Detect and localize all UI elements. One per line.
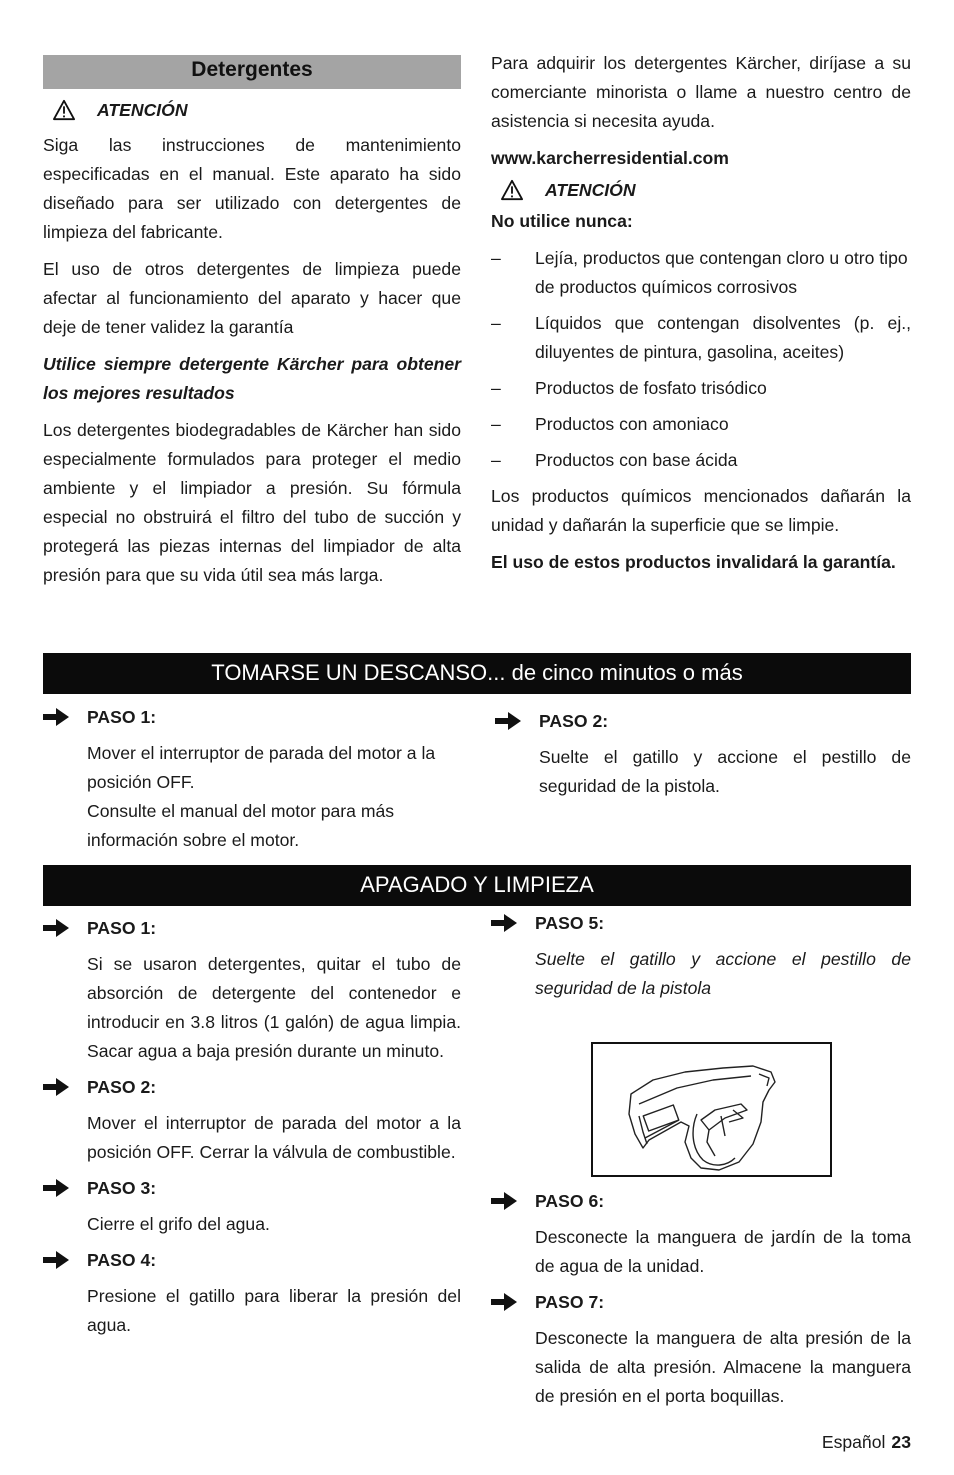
step-heading: PASO 3: [43,1174,461,1203]
step-heading: PASO 1: [43,914,461,943]
footer-language: Español [821,1432,886,1452]
spray-gun-figure [591,1042,832,1177]
attention-label: ATENCIÓN [97,99,188,120]
detergentes-column [43,95,461,598]
arrow-right-icon [43,1179,69,1197]
warning-triangle-icon [53,99,75,121]
attention-label: ATENCIÓN [545,179,636,200]
never-use-heading: No utilice nunca: [491,211,633,231]
step-text: Consulte el manual del motor para más información sobre el motor. [87,801,395,850]
list-item: – Productos de fosfato trisódico [491,378,767,398]
page-number: 23 [891,1432,911,1452]
attention-notice-2 [491,175,911,205]
section-title-apagado: APAGADO Y LIMPIEZA [43,865,911,906]
page-footer [822,1428,911,1457]
step-text: Desconecte la manguera de jardín de la toma de agua de la unidad. [535,1227,911,1276]
purchase-paragraph: Para adquirir los detergentes Kärcher, diríjase a su comerciante minorista o llame a nuestro centro de asistencia si necesita ayuda. [491,53,911,131]
step-text: Cierre el grifo del agua. [87,1214,270,1234]
step-text: Mover el interruptor de parada del motor a la posición OFF. Cerrar la válvula de combustible. [87,1113,461,1162]
descanso-left [43,703,461,862]
step-heading: PASO 2: [43,1073,461,1102]
arrow-right-icon [43,1078,69,1096]
maintenance-paragraph: Siga las instrucciones de mantenimiento especificadas en el manual. Este aparato ha sido diseñado para ser utilizado con detergentes de limpieza del fabricante. [43,135,461,242]
apagado-left [43,914,461,1347]
descanso-right [495,707,911,808]
step-text: Presione el gatillo para liberar la presión del agua. [87,1286,461,1335]
step-heading: PASO 7: [491,1288,911,1317]
section-title-descanso: TOMARSE UN DESCANSO... de cinco minutos o más [43,653,911,694]
step-heading: PASO 1: [43,703,461,732]
arrow-right-icon [43,919,69,937]
section-title-detergentes: Detergentes [43,55,461,89]
step-text: Suelte el gatillo y accione el pestillo de seguridad de la pistola. [539,747,911,796]
step-text: Suelte el gatillo y accione el pestillo de seguridad de la pistola [535,949,911,998]
step-heading: PASO 2: [495,707,911,736]
right-column [491,49,911,585]
arrow-right-icon [43,1251,69,1269]
other-detergents-paragraph: El uso de otros detergentes de limpieza puede afectar al funcionamiento del aparato y hacer que deje de tener validez la garantía [43,259,461,337]
warning-triangle-icon [501,179,523,201]
step-text: Si se usaron detergentes, quitar el tubo de absorción de detergente del contenedor e introducir en 3.8 litros (1 galón) de agua limpia. Sacar agua a baja presión durante un minuto. [87,954,461,1061]
step-heading: PASO 5: [491,909,911,938]
apagado-right-top [491,909,911,1010]
list-item: – Lejía, productos que contengan cloro u otro tipo de productos químicos corrosivos [491,248,908,297]
warranty-warning: El uso de estos productos invalidará la garantía. [491,552,896,572]
step-text: Mover el interruptor de parada del motor a la posición OFF. [87,743,436,792]
apagado-right-bottom [491,1187,911,1418]
arrow-right-icon [491,1293,517,1311]
list-item: – Líquidos que contengan disolventes (p. ej., diluyentes de pintura, gasolina, aceites) [491,313,911,362]
karcher-recommendation: Utilice siempre detergente Kärcher para obtener los mejores resultados [43,354,461,403]
arrow-right-icon [43,708,69,726]
step-heading: PASO 4: [43,1246,461,1275]
attention-notice [43,95,461,125]
step-text: Desconecte la manguera de alta presión de la salida de alta presión. Almacene la manguera de presión en el porta boquillas. [535,1328,911,1406]
step-heading: PASO 6: [491,1187,911,1216]
arrow-right-icon [491,1192,517,1210]
list-item: – Productos con base ácida [491,450,738,470]
website-link[interactable]: www.karcherresidential.com [491,148,729,168]
arrow-right-icon [491,914,517,932]
biodegradable-paragraph: Los detergentes biodegradables de Kärcher han sido especialmente formulados para proteger el medio ambiente y el limpiador a presión. Su fórmula especial no obstruirá el filtro del tubo de succión y protegerá las piezas internas del limpiador de alta presión para que su vida útil sea más larga. [43,420,461,585]
list-item: – Productos con amoniaco [491,414,729,434]
damage-paragraph: Los productos químicos mencionados dañarán la unidad y dañarán la superficie que se limpie. [491,486,911,535]
spray-gun-trigger-illustration [593,1044,830,1175]
arrow-right-icon [495,712,521,730]
